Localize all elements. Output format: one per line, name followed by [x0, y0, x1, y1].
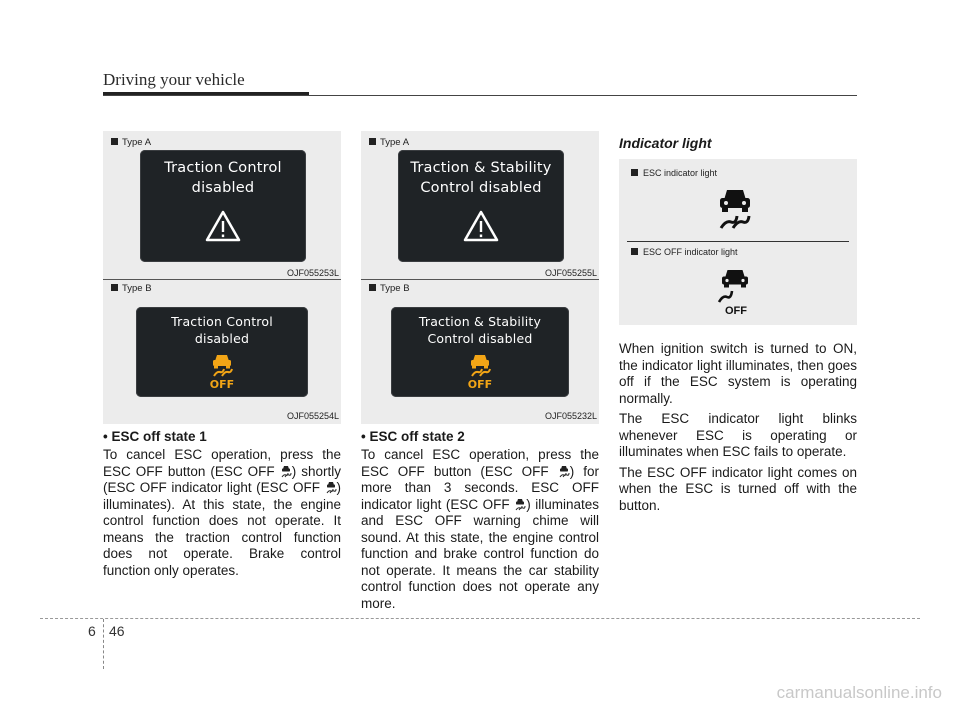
off-label: OFF — [209, 378, 235, 391]
indicator-figure-panel — [619, 159, 857, 325]
indicator-paragraph-3: The ESC OFF indicator light comes on when the ESC is turned off with the button. — [619, 464, 857, 513]
figure-code-a1: OJF055253L — [286, 268, 339, 278]
chapter-number: 6 — [88, 623, 96, 639]
warning-triangle-icon — [463, 210, 499, 242]
section-body: To cancel ESC operation, press the ESC OFF button (ESC OFF ) for more than 3 seconds. ESC OFF indicator light (ESC OFF ) illuminates and ESC OFF warning chime will sound. At this state, the engine control function and brake control function do not operate. It means the car stability control function does not operate any more. — [361, 447, 599, 611]
indicator-divider — [627, 241, 849, 242]
page-header-title: Driving your vehicle — [103, 70, 245, 89]
off-label: OFF — [467, 378, 493, 391]
section-body: To cancel ESC operation, press the ESC OFF button (ESC OFF ) shortly (ESC OFF indicator light (ESC OFF ) illuminates). At this state, the engine control function does not operate. It means the traction control function does not operate. Brake control function only operates. — [103, 447, 341, 578]
screen-line-1: Traction Control — [164, 160, 282, 176]
cluster-screen-stability-disabled-b — [391, 307, 569, 397]
screen-line-1: Traction & Stability — [410, 160, 552, 176]
indicator-paragraph-1: When ignition switch is turned to ON, the indicator light illuminates, then goes off if the ESC system is operating normally. — [619, 341, 857, 406]
esc-off-state-2-section — [361, 429, 599, 612]
screen-line-1: Traction & Stability — [418, 314, 542, 329]
esc-off-indicator-label: ESC OFF indicator light — [631, 247, 738, 257]
screen-line-2: disabled — [191, 180, 255, 196]
figure-code-b2: OJF055232L — [544, 411, 597, 421]
indicator-paragraph-2: The ESC indicator light blinks whenever ESC is operating or illuminates when ESC fails to operate. — [619, 411, 857, 459]
type-b-label: Type B — [369, 283, 410, 294]
indicator-light-title: Indicator light — [619, 135, 712, 151]
warning-triangle-icon — [205, 210, 241, 242]
footer-divider — [103, 619, 104, 669]
figure-panel-state1 — [103, 131, 341, 424]
watermark: carmanualsonline.info — [776, 683, 942, 702]
page-number: 46 — [109, 623, 125, 639]
esc-off-state-1-section — [103, 429, 341, 579]
figure-code-b1: OJF055254L — [286, 411, 339, 421]
screen-line-2: Control disabled — [427, 331, 533, 346]
panel-divider — [361, 279, 599, 280]
esc-off-car-icon — [210, 351, 234, 377]
cluster-screen-traction-disabled-b — [136, 307, 308, 397]
panel-divider — [103, 279, 341, 280]
screen-line-1: Traction Control — [171, 314, 273, 329]
type-a-label: Type A — [111, 137, 151, 148]
type-b-label: Type B — [111, 283, 152, 294]
esc-off-inline-icon — [558, 464, 570, 478]
esc-indicator-icon — [715, 184, 755, 230]
esc-off-inline-icon — [280, 464, 292, 478]
figure-panel-state2 — [361, 131, 599, 424]
indicator-body — [619, 341, 857, 514]
header-rule — [103, 95, 857, 96]
esc-off-inline-icon — [325, 480, 337, 494]
section-title: • ESC off state 2 — [361, 429, 465, 444]
section-title: • ESC off state 1 — [103, 429, 207, 444]
type-a-label: Type A — [369, 137, 409, 148]
esc-off-car-icon — [468, 351, 492, 377]
figure-code-a2: OJF055255L — [544, 268, 597, 278]
esc-off-indicator-icon — [717, 265, 753, 303]
esc-indicator-label: ESC indicator light — [631, 168, 717, 178]
esc-off-indicator-off-text: OFF — [725, 305, 747, 317]
cluster-screen-traction-disabled-a — [140, 150, 306, 262]
screen-line-2: disabled — [194, 331, 250, 346]
footer-rule — [40, 618, 920, 619]
esc-off-inline-icon — [514, 497, 526, 511]
screen-line-2: Control disabled — [420, 180, 542, 196]
cluster-screen-stability-disabled-a — [398, 150, 564, 262]
